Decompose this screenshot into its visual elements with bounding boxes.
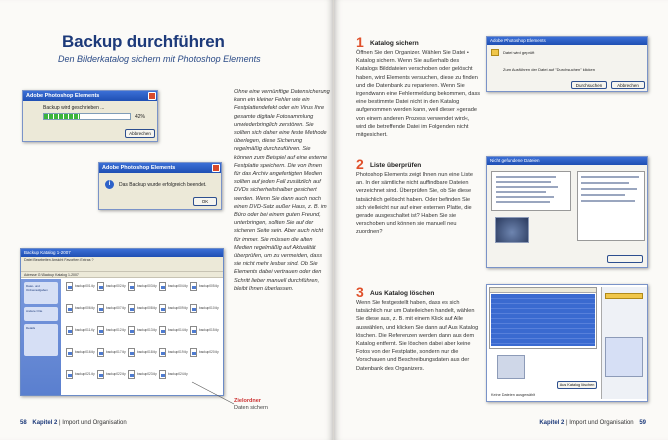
file-item[interactable] — [65, 347, 95, 361]
status-text: Keine Dateien ausgewählt — [491, 393, 536, 397]
file-name: backup002.tly — [106, 284, 126, 288]
details-list — [577, 171, 645, 241]
file-icon — [128, 282, 135, 291]
file-name: backup009.tly — [168, 306, 188, 310]
left-page — [0, 0, 333, 440]
file-icon — [190, 282, 197, 291]
progress-percent: 42% — [135, 114, 146, 120]
file-name: backup010.tly — [199, 306, 219, 310]
success-message: Das Backup wurde erfolgreich beendet. — [119, 182, 207, 188]
file-name: backup001.tly — [75, 284, 95, 288]
file-icon — [159, 304, 166, 313]
file-list — [491, 171, 571, 211]
footer-chapter: Kapitel 2 — [539, 420, 565, 426]
file-name: backup021.tly — [75, 372, 95, 376]
explorer-address[interactable]: Adresse G:\Backup Katalog 1-2007 — [21, 272, 223, 278]
progress-fill — [44, 114, 80, 119]
file-name: backup018.tly — [137, 350, 157, 354]
file-icon — [66, 370, 73, 379]
folder-icon — [491, 49, 499, 56]
page-headline: Backup durchführen — [62, 32, 225, 51]
file-item[interactable] — [96, 347, 126, 361]
caption-target-folder: Zielordner — [234, 398, 261, 404]
explorer-toolbar[interactable] — [21, 263, 223, 272]
step-text: Photoshop Elements zeigt Ihnen nun eine Liste an. In der sämtliche nicht auffindbare Dateien verzeichnet sind. Überprüfen Sie, ob Sie diese tatsächlich gelöscht haben. Oder befinden Sie sich vielleicht nur auf einer externen Platte, die gerade ausgeschaltet ist? Haben Sie sie verschoben und können sie manuell neu zuordnen? — [356, 172, 473, 236]
file-item[interactable] — [127, 325, 157, 339]
file-item[interactable] — [65, 369, 95, 383]
file-item[interactable] — [158, 347, 188, 361]
file-item[interactable] — [158, 303, 188, 317]
file-icon — [66, 304, 73, 313]
file-name: backup012.tly — [106, 328, 126, 332]
file-name: backup023.tly — [137, 372, 157, 376]
action-button[interactable] — [607, 255, 643, 263]
file-icon — [97, 304, 104, 313]
file-name: backup006.tly — [75, 306, 95, 310]
file-name: backup014.tly — [168, 328, 188, 332]
file-icon — [97, 326, 104, 335]
file-item[interactable] — [127, 303, 157, 317]
catalog-side-panel — [601, 287, 647, 399]
file-name: backup024.tly — [168, 372, 188, 376]
file-item[interactable] — [65, 281, 95, 295]
file-icon — [128, 304, 135, 313]
file-icon — [159, 370, 166, 379]
progress-dialog-title: Adobe Photoshop Elements — [23, 91, 157, 101]
footer-section: Import und Organisation — [569, 420, 634, 426]
file-item[interactable] — [189, 281, 219, 295]
task-panel[interactable]: Datei- und Ordneraufgaben — [24, 282, 58, 304]
file-icon — [128, 326, 135, 335]
progress-message: Backup wird geschrieben ... — [43, 105, 105, 111]
missing-files-screenshot — [486, 156, 648, 268]
page-number: 59 — [639, 420, 646, 426]
step-number: 3 — [356, 284, 364, 300]
file-name: backup019.tly — [168, 350, 188, 354]
file-icon — [128, 348, 135, 357]
file-icon — [159, 282, 166, 291]
file-icon — [128, 370, 135, 379]
file-name: backup007.tly — [106, 306, 126, 310]
caption-save-data: Daten sichern — [234, 405, 268, 411]
file-item[interactable] — [189, 347, 219, 361]
file-name: backup017.tly — [106, 350, 126, 354]
file-icon — [97, 370, 104, 379]
step-text: Wenn Sie festgestellt haben, dass es sich tatsächlich nur um Dateileichen handelt, wählen Sie diese aus, z. B. mit einem Klick auf Alle auswählen, und klicken Sie dann auf Aus Katalog löschen. Die Referenzen werden dann aus dem Katalog entfernt. Sie löschen dabei aber keine Fotos von der Festplatte, sondern nur die Vorschauen und Beschreibungsdaten aus der Datenbank des Organizers. — [356, 300, 479, 372]
page-subhead: Den Bilderkatalog sichern mit Photoshop Elements — [58, 54, 261, 64]
file-item[interactable] — [189, 303, 219, 317]
file-item[interactable] — [158, 325, 188, 339]
explorer-window — [20, 248, 224, 396]
file-icon — [190, 304, 197, 313]
file-icon — [190, 348, 197, 357]
preview-thumbnail — [495, 217, 529, 243]
shot1-line1: Datei wird geprüft — [503, 50, 535, 55]
file-icon — [97, 282, 104, 291]
backup-dialog-screenshot — [486, 36, 648, 92]
file-item[interactable] — [65, 303, 95, 317]
file-item[interactable] — [65, 325, 95, 339]
file-item[interactable] — [127, 281, 157, 295]
selected-file-table — [489, 287, 597, 349]
close-icon[interactable] — [212, 164, 220, 172]
shot2-title: Nicht gefundene Dateien — [487, 157, 647, 165]
file-icon — [66, 326, 73, 335]
success-dialog-title: Adobe Photoshop Elements — [99, 163, 221, 173]
details-panel[interactable]: Details — [24, 324, 58, 356]
file-item[interactable] — [96, 281, 126, 295]
ok-button[interactable]: OK — [193, 197, 217, 206]
delete-from-catalog-button[interactable]: Aus Katalog löschen — [557, 381, 597, 389]
progress-bar — [43, 113, 131, 120]
browse-button[interactable]: Durchsuchen — [571, 81, 607, 89]
file-icon — [159, 326, 166, 335]
file-item[interactable] — [127, 369, 157, 383]
file-icon — [66, 348, 73, 357]
footer-section: Import und Organisation — [62, 420, 127, 426]
explorer-title: Backup Katalog 1-2007 — [21, 249, 223, 257]
page-number: 58 — [20, 420, 27, 426]
cancel-button[interactable]: Abbrechen — [125, 129, 155, 138]
success-dialog — [98, 162, 222, 210]
step-title: Liste überprüfen — [370, 162, 422, 169]
explorer-menu[interactable]: Datei Bearbeiten Ansicht Favoriten Extras ? — [21, 257, 223, 263]
file-name: backup016.tly — [75, 350, 95, 354]
step-text: Öffnen Sie den Organizer. Wählen Sie Datei • Katalog sichern. Wenn Sie außerhalb des Katalogs Bilddateien verschoben oder gelöscht haben, wird Elements versuchen, diese zu finden und die Datenbank zu reparieren. Wenn Sie irgendwann eine Fehlermeldung bekommen, dass eine bestimmte Datei nicht in den Katalog aufgenommen werden kann, weil dieser »gerade von einem anderen Prozess verwendet wird«, wird die betreffende Datei im Folgenden nicht mitgesichert. — [356, 50, 481, 139]
delete-from-catalog-screenshot — [486, 284, 648, 402]
explorer-sidebar — [21, 279, 61, 395]
file-name: backup004.tly — [168, 284, 188, 288]
file-name: backup020.tly — [199, 350, 219, 354]
file-icon — [190, 326, 197, 335]
shot1-line2: Zum Ausführen der Datei auf "Durchsuchen" klicken — [503, 67, 595, 72]
file-name: backup015.tly — [199, 328, 219, 332]
file-item[interactable] — [127, 347, 157, 361]
footer-chapter: Kapitel 2 — [32, 420, 58, 426]
shot1-title: Adobe Photoshop Elements — [487, 37, 647, 45]
callout-line — [190, 380, 240, 410]
file-item[interactable] — [96, 325, 126, 339]
step-title: Katalog sichern — [370, 40, 419, 47]
step-number: 2 — [356, 156, 364, 172]
explorer-file-grid — [65, 281, 221, 393]
info-icon: i — [105, 180, 114, 189]
body-text: Ohne eine vernünftige Datensicherung kann ein kleiner Fehler wie ein Festplattendefekt oder ein Virus Ihre gesamte digitale Fotosammlung unwiederbringlich zerstören. Sie sollten sich daher eine feste Methode überlegen, diese Sicherung regelmäßig durchzuführen. Sie können zum Beispiel auf eine externe Festplatte speichern. Die von Ihnen für das Archiv angefertigten Medien sollten auf jeden Fall zusätzlich auf DVDs sicherheitshalber gesichert werden. Wenn Sie dann auch noch einen DVD-Satz außer Haus, z. B. im Büro oder bei einem guten Freund, unterbringen, sollten Sie auf der sicheren Seite sein. Aber auch nicht für immer. Sie müssen die alten Medien regelmäßig auf Aktualität überprüfen, um zu vermeiden, dass sie nicht mehr lesbar sind. Ob Sie Elements dabei vertrauen oder den Schritt lieber manuell durchführen, bleibt Ihnen überlassen. — [234, 89, 330, 292]
step-number: 1 — [356, 34, 364, 50]
file-name: backup003.tly — [137, 284, 157, 288]
file-name: backup013.tly — [137, 328, 157, 332]
progress-dialog — [22, 90, 158, 142]
file-icon — [66, 282, 73, 291]
file-item[interactable] — [96, 369, 126, 383]
file-name: backup011.tly — [75, 328, 95, 332]
empty-preview — [497, 355, 525, 379]
footer-left: 58 Kapitel 2 | Import und Organisation — [20, 420, 127, 426]
file-icon — [159, 348, 166, 357]
right-page — [334, 0, 668, 440]
close-icon[interactable] — [148, 92, 156, 100]
file-item[interactable] — [189, 325, 219, 339]
file-item[interactable] — [96, 303, 126, 317]
step-title: Aus Katalog löschen — [370, 290, 435, 297]
file-item[interactable] — [158, 281, 188, 295]
file-item[interactable] — [158, 369, 188, 383]
other-places-panel[interactable]: Andere Orte — [24, 307, 58, 321]
cancel-button[interactable]: Abbrechen — [611, 81, 645, 89]
footer-right: Kapitel 2 | Import und Organisation 59 — [539, 420, 646, 426]
file-name: backup005.tly — [199, 284, 219, 288]
file-name: backup022.tly — [106, 372, 126, 376]
file-name: backup008.tly — [137, 306, 157, 310]
file-icon — [97, 348, 104, 357]
